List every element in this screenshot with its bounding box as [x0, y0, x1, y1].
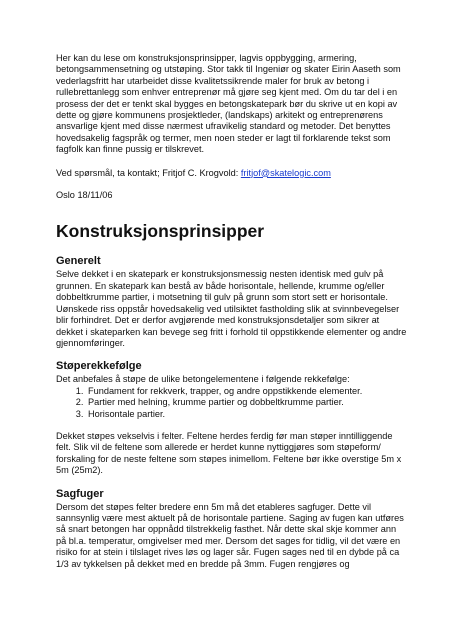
- section-heading-stoperekkefolge: Støperekkefølge: [56, 360, 142, 373]
- contact-line: [56, 168, 408, 179]
- section-generelt: [56, 255, 408, 349]
- list-item: 1. Fundament for rekkverk, trapper, og andre oppstikkende elementer.: [86, 386, 408, 397]
- page-title: Konstruksjonsprinsipper: [56, 221, 265, 242]
- section-sagfuger: [56, 488, 408, 570]
- section-lead-stoperekkefolge: Det anbefales å støpe de ulike betongelementene i følgende rekkefølge:: [56, 374, 350, 385]
- section-heading-generelt: Generelt: [56, 255, 101, 268]
- document-page: [56, 53, 408, 581]
- list-item: 3. Horisontale partier.: [86, 409, 408, 420]
- section-body-sagfuger: Dersom det støpes felter bredere enn 5m må det etableres sagfuger. Dette vil sannsynlig være mest aktuelt på de horisontale partiene. Saging av fugen kan utføres så snart betongen har oppnådd tilstrekkelig fasthet. Når dette skal skje kommer ann på bl.a. temperatur, omgivelser med mer. Dersom det sages for tidlig, vil det være en risiko for at stein i tilslaget rives løs og lager sår. Fugen sages ned til en dybde på ca 1/3 av tykkelsen på dekket med en bredde på 3mm. Fugen rengjøres og: [56, 501, 404, 569]
- section-body-stoperekkefolge: Dekket støpes vekselvis i felter. Feltene herdes ferdig før man støper inntilliggende felt. Slik vil de feltene som allerede er herdet kunne nyttiggjøres som støpeform/ forskaling for de neste feltene som støpes inimellom. Feltene bør ikke overstige 5m x 5m (25m2).: [56, 430, 402, 476]
- intro-paragraph: Her kan du lese om konstruksjonsprinsipper, lagvis oppbygging, armering, betongsammensetning og utstøping. Stor takk til Ingeniør og skater Eirin Aaseth som vederlagsfritt har utarbeidet disse kvalitetssikrende maler for bruk av betong i rullebrettanlegg som enhver entreprenør må gjøre seg kjent med. Om du tar del i en prosess der det er tenkt skal bygges en betongskatepark bør du skrive ut en kopi av dette og gjøre kommunens prosjektleder, (landskaps) arkitekt og entreprenørens ansvarlige kjent med disse nærmest ufravikelig standard og metoder. Det benyttes hovedsakelig fagspråk og termer, men noen steder er lagt til forklarende tekst som fagfolk kan finne pussig er tilskrevet.: [56, 53, 401, 155]
- contact-text: Ved spørsmål, ta kontakt; Fritjof C. Krogvold:: [56, 167, 239, 178]
- section-stoperekkefolge: [56, 360, 408, 476]
- date-line: Oslo 18/11/06: [56, 190, 113, 201]
- casting-order-list: [56, 386, 408, 420]
- contact-email-link[interactable]: fritjof@skatelogic.com: [240, 167, 331, 178]
- section-body-generelt: Selve dekket i en skatepark er konstruksjonsmessig nesten identisk med gulv på grunnen. En skatepark kan bestå av både horisontale, hellende, krumme og/eller dobbeltkrumme partier, i motsetning til gulv på grunn som stort sett er horisontale. Uønskede riss oppstår hovedsakelig ved utilsiktet fastholding slik at svinnbevegelser blir forhindret. Det er derfor avgjørende med konstruksjonsdetaljer som sikrer at dekket i skateparken kan bevege seg fritt i forhold til oppstikkende elementer og andre gjennomføringer.: [56, 269, 407, 348]
- section-heading-sagfuger: Sagfuger: [56, 487, 104, 500]
- list-item: 2. Partier med helning, krumme partier og dobbeltkrumme partier.: [86, 397, 408, 408]
